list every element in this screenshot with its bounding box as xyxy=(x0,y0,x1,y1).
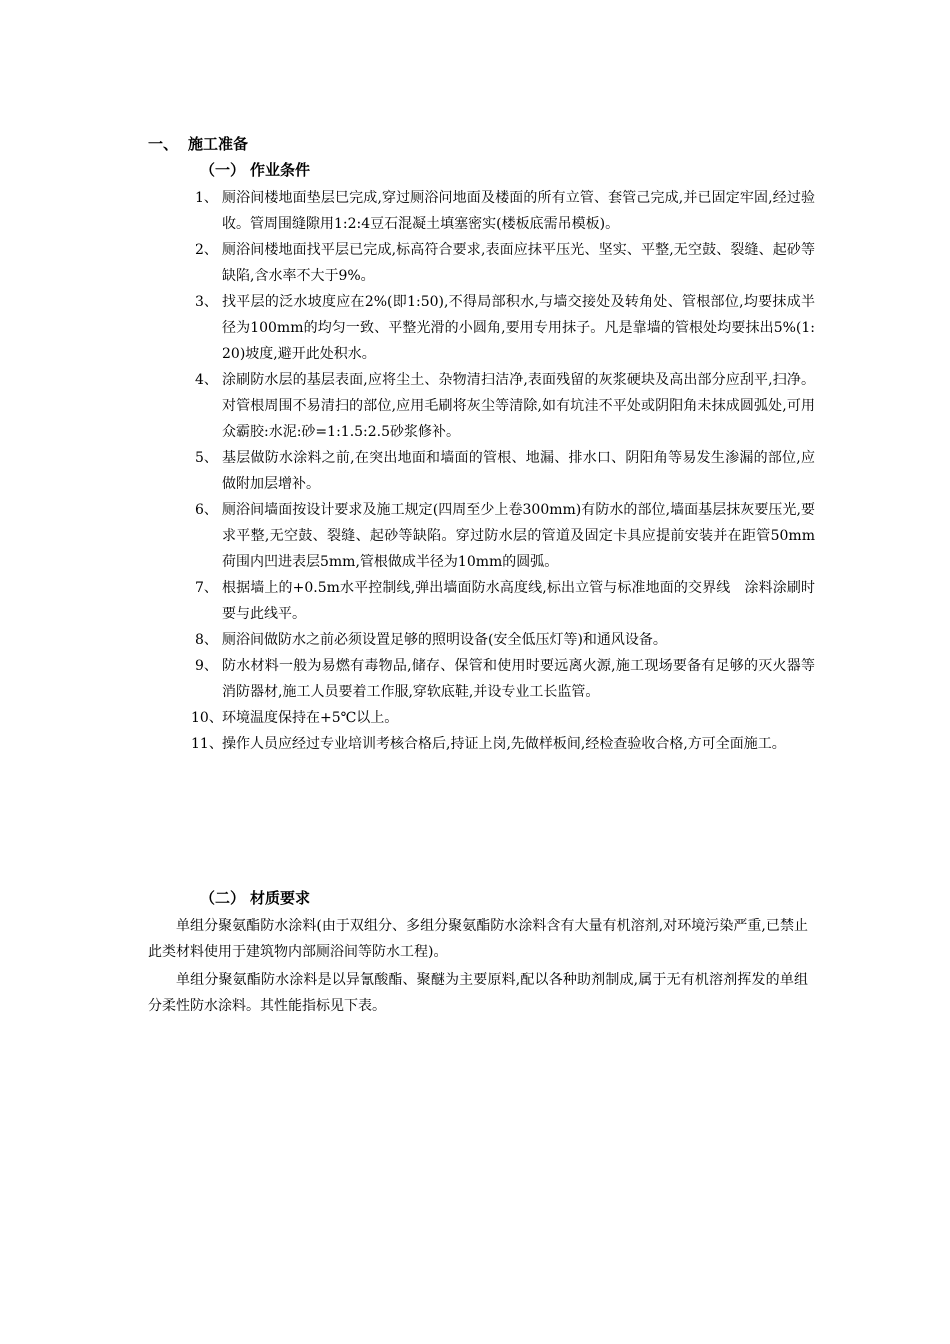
item-number: 8、 xyxy=(195,632,218,648)
item-text: 厕浴间做防水之前必须设置足够的照明设备(安全低压灯等)和通风设备。 xyxy=(222,632,667,648)
item-number: 5、 xyxy=(195,450,218,466)
list-item xyxy=(195,185,815,237)
list-item xyxy=(195,445,815,497)
item-number: 10、 xyxy=(191,710,223,726)
item-number: 2、 xyxy=(195,242,218,258)
item-text: 根据墙上的+0.5m水平控制线,弹出墙面防水高度线,标出立管与标准地面的交界线 涂料涂刷时要与此线平。 xyxy=(222,580,815,622)
item-text: 找平层的泛水坡度应在2%(即1:50),不得局部积水,与墙交接处及转角处、管根部位,均要抹成半径为100mm的均匀一致、平整光滑的小圆角,要用专用抹子。凡是靠墙的管根处均要抹出5%(1:20)坡度,避开此处积水。 xyxy=(222,294,815,362)
list-item xyxy=(195,497,815,575)
item-text: 涂刷防水层的基层表面,应将尘土、杂物清扫洁净,表面残留的灰浆硬块及高出部分应刮平,扫净。对管根周围不易清扫的部位,应用毛刷将灰尘等清除,如有坑洼不平处或阴阳角未抹成圆弧处,可用众霸胶:水泥:砂=1:1.5:2.5砂浆修补。 xyxy=(222,372,815,440)
section-heading xyxy=(148,134,248,154)
subsection-title: 作业条件 xyxy=(250,161,311,179)
materials-paragraph-2: 单组分聚氨酯防水涂料是以异氰酸酯、聚醚为主要原料,配以各种助剂制成,属于无有机溶剂挥发的单组分柔性防水涂料。其性能指标见下表。 xyxy=(148,972,808,1014)
item-number: 9、 xyxy=(195,658,218,674)
item-number: 11、 xyxy=(191,736,223,752)
conditions-list xyxy=(191,185,815,757)
list-item xyxy=(195,289,815,367)
item-text: 厕浴间楼地面找平层已完成,标高符合要求,表面应抹平压光、坚实、平整,无空鼓、裂缝、起砂等缺陷,含水率不大于9%。 xyxy=(222,242,815,284)
item-text: 操作人员应经过专业培训考核合格后,持证上岗,先做样板间,经检查验收合格,方可全面施工。 xyxy=(222,736,786,752)
list-item xyxy=(195,575,815,627)
list-item xyxy=(191,731,815,757)
subsection-heading-conditions xyxy=(200,160,310,180)
item-text: 基层做防水涂料之前,在突出地面和墙面的管根、地漏、排水口、阴阳角等易发生渗漏的部位,应做附加层增补。 xyxy=(222,450,815,492)
item-text: 厕浴间墙面按设计要求及施工规定(四周至少上卷300mm)有防水的部位,墙面基层抹灰要压光,要求平整,无空鼓、裂缝、起砂等缺陷。穿过防水层的管道及固定卡具应提前安装并在距管50mm荷围内凹进表层5mm,管根做成半径为10mm的圆弧。 xyxy=(222,502,815,570)
item-text: 环境温度保持在+5℃以上。 xyxy=(222,710,399,726)
list-item xyxy=(195,367,815,445)
item-number: 6、 xyxy=(195,502,218,518)
item-text: 防水材料一般为易燃有毒物品,储存、保管和使用时要远离火源,施工现场要备有足够的灭火器等消防器材,施工人员要着工作服,穿软底鞋,并设专业工长监管。 xyxy=(222,658,815,700)
item-number: 1、 xyxy=(195,190,218,206)
materials-paragraph-1: 单组分聚氨酯防水涂料(由于双组分、多组分聚氨酯防水涂料含有大量有机溶剂,对环境污染严重,已禁止此类材料使用于建筑物内部厕浴间等防水工程)。 xyxy=(148,918,808,960)
section-title: 施工准备 xyxy=(188,135,249,153)
subsection-number: （二） xyxy=(200,889,246,907)
item-number: 7、 xyxy=(195,580,218,596)
list-item xyxy=(195,627,815,653)
list-item xyxy=(195,237,815,289)
item-number: 3、 xyxy=(195,294,218,310)
list-item xyxy=(195,653,815,705)
subsection-title: 材质要求 xyxy=(250,889,311,907)
section-number: 一、 xyxy=(148,135,179,153)
item-number: 4、 xyxy=(195,372,218,388)
subsection-heading-materials xyxy=(200,888,310,908)
item-text: 厕浴间楼地面垫层巳完成,穿过厕浴问地面及楼面的所有立管、套管己完成,并已固定牢固,经过验收。管周围缝隙用1:2:4豆石混凝土填塞密实(楼板底需吊模板)。 xyxy=(222,190,815,232)
subsection-number: （一） xyxy=(200,161,246,179)
list-item xyxy=(191,705,815,731)
